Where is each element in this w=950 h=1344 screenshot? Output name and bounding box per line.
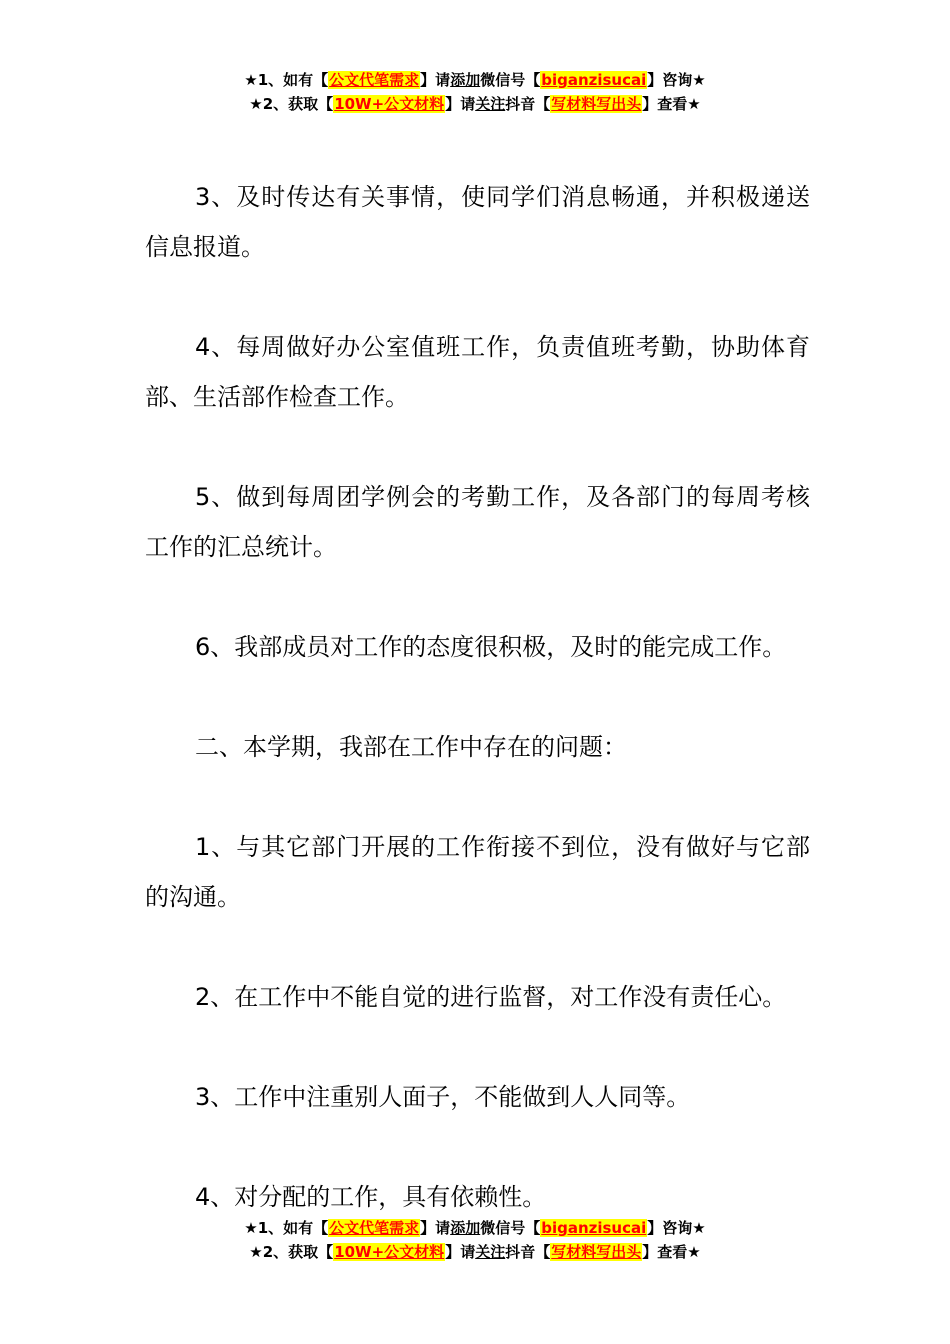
banner-emphasis: 添加 xyxy=(450,71,481,89)
document-body xyxy=(145,172,810,1222)
banner-highlight: 写材料写出头 xyxy=(551,95,642,113)
paragraph: 1、与其它部门开展的工作衔接不到位，没有做好与它部的沟通。 xyxy=(145,833,810,911)
banner-text: 】请 xyxy=(445,1243,476,1261)
banner-highlight: 10W+公文材料 xyxy=(334,1243,445,1261)
banner-line-2 xyxy=(0,92,950,116)
banner-text: 微信号【 xyxy=(480,1219,541,1237)
banner-highlight: 公文代笔需求 xyxy=(329,1219,420,1237)
banner-emphasis: 关注 xyxy=(475,1243,506,1261)
banner-text: 】请 xyxy=(445,95,476,113)
paragraph: 6、我部成员对工作的态度很积极，及时的能完成工作。 xyxy=(195,633,787,661)
banner-text: 】请 xyxy=(420,1219,451,1237)
banner-text: 抖音【 xyxy=(505,95,551,113)
header-banner xyxy=(0,68,950,116)
paragraph: 3、工作中注重别人面子，不能做到人人同等。 xyxy=(195,1083,691,1111)
banner-text: ★1、如有【 xyxy=(244,71,329,89)
banner-text: 】咨询★ xyxy=(647,1219,706,1237)
banner-text: 】查看★ xyxy=(642,1243,701,1261)
footer-banner xyxy=(0,1216,950,1264)
banner-line-1 xyxy=(0,68,950,92)
banner-text: ★2、获取【 xyxy=(249,1243,334,1261)
banner-emphasis: 关注 xyxy=(475,95,506,113)
banner-highlight: 公文代笔需求 xyxy=(329,71,420,89)
paragraph: 4、对分配的工作，具有依赖性。 xyxy=(195,1183,547,1211)
section-heading: 二、本学期，我部在工作中存在的问题： xyxy=(195,733,627,761)
banner-text: 抖音【 xyxy=(505,1243,551,1261)
paragraph: 2、在工作中不能自觉的进行监督，对工作没有责任心。 xyxy=(195,983,787,1011)
banner-text: 】咨询★ xyxy=(647,71,706,89)
paragraph: 3、及时传达有关事情，使同学们消息畅通，并积极递送信息报道。 xyxy=(145,183,810,261)
banner-highlight: 10W+公文材料 xyxy=(334,95,445,113)
banner-text: ★1、如有【 xyxy=(244,1219,329,1237)
paragraph: 4、每周做好办公室值班工作，负责值班考勤，协助体育部、生活部作检查工作。 xyxy=(145,333,810,411)
banner-line-2 xyxy=(0,1240,950,1264)
banner-text: 】查看★ xyxy=(642,95,701,113)
paragraph: 5、做到每周团学例会的考勤工作，及各部门的每周考核工作的汇总统计。 xyxy=(145,483,810,561)
banner-text: ★2、获取【 xyxy=(249,95,334,113)
banner-line-1 xyxy=(0,1216,950,1240)
banner-highlight: biganzisucai xyxy=(541,71,647,89)
banner-text: 微信号【 xyxy=(480,71,541,89)
banner-text: 】请 xyxy=(420,71,451,89)
banner-highlight: 写材料写出头 xyxy=(551,1243,642,1261)
banner-highlight: biganzisucai xyxy=(541,1219,647,1237)
banner-emphasis: 添加 xyxy=(450,1219,481,1237)
